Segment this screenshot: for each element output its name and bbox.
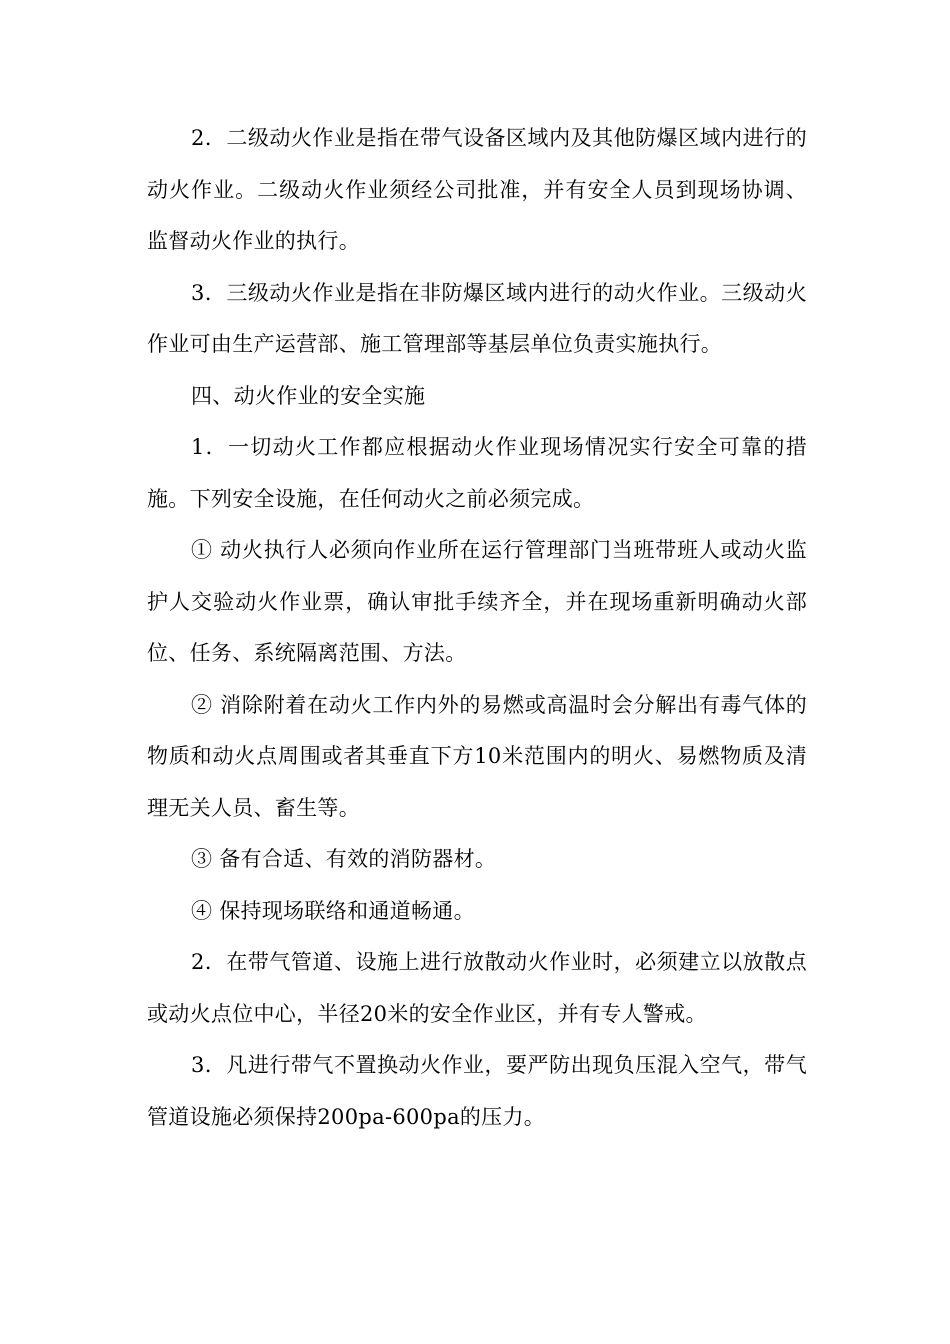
list-item-measure-1: ① 动火执行人必须向作业所在运行管理部门当班带班人或动火监护人交验动火作业票，确认审批手续齐全，并在现场重新明确动火部位、任务、系统隔离范围、方法。 (147, 538, 807, 665)
list-item-measure-3: ③ 备有合适、有效的消防器材。 (191, 847, 497, 871)
paragraph-pressure-requirement: 3．凡进行带气不置换动火作业，要严防出现负压混入空气，带气管道设施必须保持200pa-600pa的压力。 (147, 1053, 807, 1129)
list-item-measure-4: ④ 保持现场联络和通道畅通。 (191, 898, 475, 923)
section-heading-safety-implementation: 四、动火作业的安全实施 (191, 383, 426, 408)
list-item-measure-2: ② 消除附着在动火工作内外的易燃或高温时会分解出有毒气体的物质和动火点周围或者其垂直下方10米范围内的明火、易燃物质及清理无关人员、畜生等。 (147, 692, 807, 820)
document-body (147, 113, 807, 1143)
paragraph-level3-hot-work: 3．三级动火作业是指在非防爆区域内进行的动火作业。三级动火作业可由生产运营部、施工管理部等基层单位负责实施执行。 (147, 280, 807, 356)
paragraph-safety-measures-intro: 1．一切动火工作都应根据动火作业现场情况实行安全可靠的措施。下列安全设施，在任何动火之前必须完成。 (147, 435, 807, 511)
paragraph-venting-safety-zone: 2．在带气管道、设施上进行放散动火作业时，必须建立以放散点或动火点位中心，半径20米的安全作业区，并有专人警戒。 (147, 950, 807, 1026)
paragraph-level2-hot-work: 2．二级动火作业是指在带气设备区域内及其他防爆区域内进行的动火作业。二级动火作业须经公司批准，并有安全人员到现场协调、监督动火作业的执行。 (147, 126, 807, 253)
